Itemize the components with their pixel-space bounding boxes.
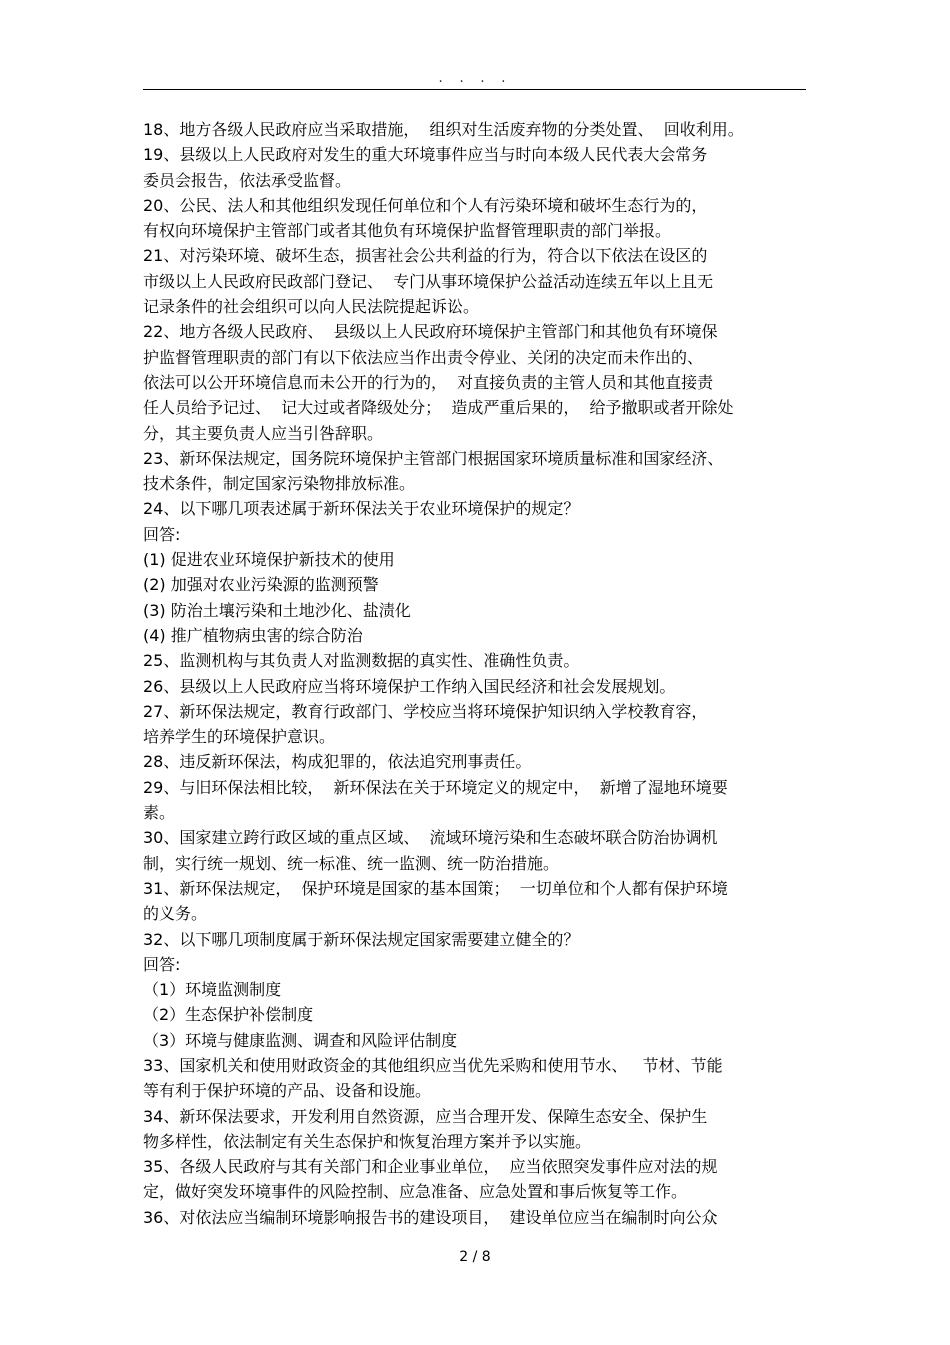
text-line: 29、与旧环保法相比较， 新环保法在关于环境定义的规定中， 新增了湿地环境要 — [143, 777, 728, 797]
text-line: 34、新环保法要求，开发利用自然资源，应当合理开发、保障生态安全、保护生 — [143, 1106, 708, 1126]
text-line: 素。 — [143, 803, 176, 823]
text-line: 技术条件，制定国家污染物排放标准。 — [143, 474, 416, 494]
text-line: 等有利于保护环境的产品、设备和设施。 — [143, 1081, 432, 1101]
text-line: 任人员给予记过、 记大过或者降级处分； 造成严重后果的， 给予撤职或者开除处 — [143, 398, 734, 418]
text-line: （3）环境与健康监测、调查和风险评估制度 — [143, 1030, 458, 1050]
text-line: 30、国家建立跨行政区域的重点区域、 流域环境污染和生态破坏联合防治协调机 — [143, 828, 718, 848]
text-line: 委员会报告，依法承受监督。 — [143, 170, 352, 190]
text-line: 培养学生的环境保护意识。 — [143, 727, 336, 747]
text-line: 18、地方各级人民政府应当采取措施， 组织对生活废弃物的分类处置、 回收利用。 — [143, 120, 744, 139]
header-rule — [143, 89, 806, 90]
text-line: （2）生态保护补偿制度 — [143, 1005, 314, 1025]
text-line: 23、新环保法规定，国务院环境保护主管部门根据国家环境质量标准和国家经济、 — [143, 448, 724, 468]
text-line: 26、县级以上人民政府应当将环境保护工作纳入国民经济和社会发展规划。 — [143, 676, 676, 696]
text-line: 31、新环保法规定， 保护环境是国家的基本国策； 一切单位和个人都有保护环境 — [143, 878, 728, 898]
text-line: 19、县级以上人民政府对发生的重大环境事件应当与时向本级人民代表大会常务 — [143, 145, 708, 165]
header-dots: . . . . — [438, 70, 512, 86]
text-line: 护监督管理职责的部门有以下依法应当作出责令停业、关闭的决定而未作出的、 — [143, 347, 704, 367]
text-line: 25、监测机构与其负责人对监测数据的真实性、准确性负责。 — [143, 651, 580, 671]
text-line: (4) 推广植物病虫害的综合防治 — [143, 625, 363, 645]
text-line: 市级以上人民政府民政部门登记、 专门从事环境保护公益活动连续五年以上且无 — [143, 271, 714, 291]
text-line: 20、公民、法人和其他组织发现任何单位和个人有污染环境和破坏生态行为的， — [143, 195, 708, 215]
text-line: 分，其主要负责人应当引咎辞职。 — [143, 423, 384, 443]
text-line: 物多样性，依法制定有关生态保护和恢复治理方案并予以实施。 — [143, 1131, 592, 1151]
text-line: 24、以下哪几项表述属于新环保法关于农业环境保护的规定？ — [143, 499, 580, 519]
text-line: 定，做好突发环境事件的风险控制、应急准备、应急处置和事后恢复等工作。 — [143, 1182, 688, 1202]
text-line: (3) 防治土壤污染和土地沙化、盐渍化 — [143, 600, 411, 620]
text-line: 制，实行统一规划、统一标准、统一监测、统一防治措施。 — [143, 853, 560, 873]
text-line: (1) 促进农业环境保护新技术的使用 — [143, 550, 395, 570]
text-line: 的义务。 — [143, 904, 208, 924]
text-line: 21、对污染环境、破坏生态，损害社会公共利益的行为，符合以下依法在设区的 — [143, 246, 708, 266]
text-line: 有权向环境保护主管部门或者其他负有环境保护监督管理职责的部门举报。 — [143, 221, 672, 241]
text-line: 28、违反新环保法，构成犯罪的，依法追究刑事责任。 — [143, 752, 532, 772]
text-line: 33、国家机关和使用财政资金的其他组织应当优先采购和使用节水、 节材、节能 — [143, 1055, 723, 1075]
text-line: 回答: — [143, 524, 181, 544]
text-line: (2) 加强对农业污染源的监测预警 — [143, 575, 379, 595]
text-line: 依法可以公开环境信息而未公开的行为的， 对直接负责的主管人员和其他直接责 — [143, 372, 714, 392]
text-line: 35、各级人民政府与其有关部门和企业事业单位， 应当依照突发事件应对法的规 — [143, 1157, 718, 1177]
text-line: 记录条件的社会组织可以向人民法院提起诉讼。 — [143, 297, 480, 317]
text-line: 22、地方各级人民政府、 县级以上人民政府环境保护主管部门和其他负有环境保 — [143, 322, 718, 342]
page-number: 2 / 8 — [459, 1249, 491, 1265]
document-body — [143, 117, 806, 1230]
text-line: 回答: — [143, 954, 181, 974]
text-line: （1）环境监测制度 — [143, 980, 282, 1000]
text-line: 27、新环保法规定，教育行政部门、学校应当将环境保护知识纳入学校教育容， — [143, 701, 708, 721]
text-line: 32、以下哪几项制度属于新环保法规定国家需要建立健全的？ — [143, 929, 580, 949]
text-line: 36、对依法应当编制环境影响报告书的建设项目， 建设单位应当在编制时向公众 — [143, 1207, 718, 1227]
